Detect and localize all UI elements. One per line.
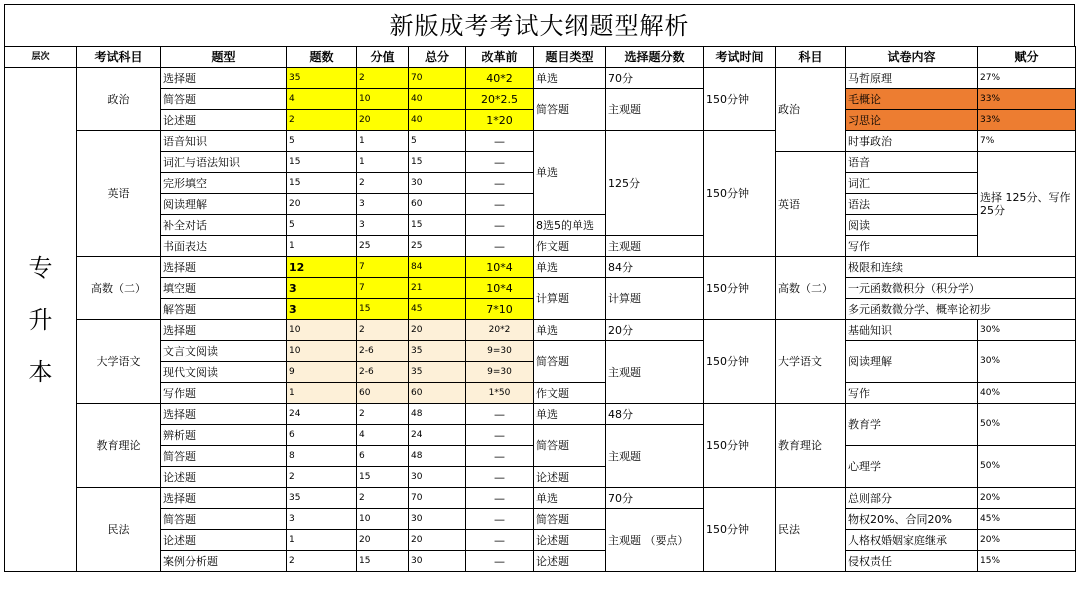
question-type: 选择题: [161, 320, 287, 341]
content-weight: 20%: [978, 488, 1076, 509]
header-cell: 考试时间: [704, 47, 776, 68]
question-total: 70: [409, 488, 466, 509]
question-before: 10*4: [466, 257, 534, 278]
exam-time: 150分钟: [704, 68, 776, 131]
choice-score-cell: 主观题: [606, 236, 704, 257]
question-score: 20: [357, 110, 409, 131]
content-item: 物权20%、合同20%: [846, 509, 978, 530]
question-total: 20: [409, 530, 466, 551]
subject-name-right: 大学语文: [776, 320, 846, 404]
question-type: 简答题: [161, 89, 287, 110]
header-row: [5, 47, 1076, 68]
content-item: 一元函数微积分（积分学）: [846, 278, 1076, 299]
subject-name: 政治: [77, 68, 161, 131]
qtype-cell: 简答题: [534, 509, 606, 530]
question-total: 60: [409, 194, 466, 215]
exam-time: 150分钟: [704, 404, 776, 488]
header-cell: 赋分: [978, 47, 1076, 68]
content-weight: 50%: [978, 404, 1076, 446]
content-item: 侵权责任: [846, 551, 978, 572]
header-cell: 总分: [409, 47, 466, 68]
question-total: 48: [409, 446, 466, 467]
qtype-cell: 单选: [534, 488, 606, 509]
question-total: 20: [409, 320, 466, 341]
question-type: 书面表达: [161, 236, 287, 257]
qtype-cell: 论述题: [534, 467, 606, 488]
content-item: 写作: [846, 236, 978, 257]
question-total: 30: [409, 551, 466, 572]
question-total: 15: [409, 152, 466, 173]
content-weight: 30%: [978, 320, 1076, 341]
question-total: 35: [409, 362, 466, 383]
question-score: 15: [357, 551, 409, 572]
question-before: 9=30: [466, 341, 534, 362]
choice-score-cell: 计算题: [606, 278, 704, 320]
question-total: 21: [409, 278, 466, 299]
question-count: 6: [287, 425, 357, 446]
table-row: [5, 551, 1076, 572]
question-before: —: [466, 194, 534, 215]
content-weight: 33%: [978, 110, 1076, 131]
qtype-cell: 8选5的单选: [534, 215, 606, 236]
question-type: 阅读理解: [161, 194, 287, 215]
header-cell: 题数: [287, 47, 357, 68]
qtype-cell: 单选: [534, 320, 606, 341]
question-total: 5: [409, 131, 466, 152]
question-before: —: [466, 467, 534, 488]
question-total: 25: [409, 236, 466, 257]
qtype-cell: 单选: [534, 68, 606, 89]
question-before: 9=30: [466, 362, 534, 383]
question-total: 48: [409, 404, 466, 425]
table-row: [5, 530, 1076, 551]
question-count: 12: [287, 257, 357, 278]
question-score: 10: [357, 89, 409, 110]
content-item: 基础知识: [846, 320, 978, 341]
question-before: —: [466, 173, 534, 194]
qtype-cell: 单选: [534, 404, 606, 425]
table-row: [5, 488, 1076, 509]
header-cell: 选择题分数: [606, 47, 704, 68]
question-total: 84: [409, 257, 466, 278]
content-weight: 45%: [978, 509, 1076, 530]
level-cell: [5, 68, 77, 572]
question-count: 2: [287, 110, 357, 131]
subject-name: 英语: [77, 131, 161, 257]
content-item: 词汇: [846, 173, 978, 194]
question-before: 20*2: [466, 320, 534, 341]
content-item: 教育学: [846, 404, 978, 446]
question-before: 10*4: [466, 278, 534, 299]
choice-score-cell: 主观题: [606, 89, 704, 131]
choice-score-cell: 20分: [606, 320, 704, 341]
qtype-cell: 单选: [534, 257, 606, 278]
question-count: 1: [287, 383, 357, 404]
choice-score-cell: 70分: [606, 488, 704, 509]
exam-time: 150分钟: [704, 488, 776, 572]
question-type: 填空题: [161, 278, 287, 299]
content-item: 时事政治: [846, 131, 978, 152]
question-score: 6: [357, 446, 409, 467]
question-before: —: [466, 404, 534, 425]
choice-score-cell: 70分: [606, 68, 704, 89]
qtype-cell: 单选: [534, 131, 606, 215]
syllabus-table: [4, 46, 1076, 572]
question-total: 40: [409, 110, 466, 131]
question-type: 现代文阅读: [161, 362, 287, 383]
question-total: 45: [409, 299, 466, 320]
question-type: 论述题: [161, 110, 287, 131]
question-count: 1: [287, 236, 357, 257]
question-type: 写作题: [161, 383, 287, 404]
table-row: [5, 131, 1076, 152]
exam-time: 150分钟: [704, 257, 776, 320]
table-row: [5, 278, 1076, 299]
header-cell: 试卷内容: [846, 47, 978, 68]
question-type: 简答题: [161, 446, 287, 467]
content-item: 语音: [846, 152, 978, 173]
question-score: 1: [357, 152, 409, 173]
question-count: 3: [287, 509, 357, 530]
choice-score-cell: 主观题: [606, 425, 704, 488]
content-item: 写作: [846, 383, 978, 404]
table-row: [5, 404, 1076, 425]
content-item: 心理学: [846, 446, 978, 488]
subject-name-right: 高数（二）: [776, 257, 846, 320]
question-type: 词汇与语法知识: [161, 152, 287, 173]
question-count: 2: [287, 467, 357, 488]
content-weight: 30%: [978, 341, 1076, 383]
question-count: 24: [287, 404, 357, 425]
subject-name-right: 教育理论: [776, 404, 846, 488]
question-count: 15: [287, 152, 357, 173]
content-item: 阅读: [846, 215, 978, 236]
question-before: 7*10: [466, 299, 534, 320]
table-row: [5, 509, 1076, 530]
question-before: —: [466, 215, 534, 236]
table-row: [5, 236, 1076, 257]
content-weight: 20%: [978, 530, 1076, 551]
question-before: 1*20: [466, 110, 534, 131]
table-row: [5, 215, 1076, 236]
question-count: 1: [287, 530, 357, 551]
question-before: —: [466, 530, 534, 551]
qtype-cell: 论述题: [534, 530, 606, 551]
question-type: 论述题: [161, 467, 287, 488]
exam-time: 150分钟: [704, 131, 776, 257]
question-before: —: [466, 488, 534, 509]
question-before: —: [466, 236, 534, 257]
question-score: 2: [357, 404, 409, 425]
question-before: —: [466, 509, 534, 530]
question-total: 30: [409, 173, 466, 194]
choice-score-cell: 84分: [606, 257, 704, 278]
question-score: 25: [357, 236, 409, 257]
question-before: —: [466, 131, 534, 152]
content-item: 习思论: [846, 110, 978, 131]
question-score: 2-6: [357, 362, 409, 383]
question-type: 补全对话: [161, 215, 287, 236]
header-cell: 改革前: [466, 47, 534, 68]
question-score: 15: [357, 467, 409, 488]
question-total: 30: [409, 467, 466, 488]
question-count: 9: [287, 362, 357, 383]
question-before: —: [466, 152, 534, 173]
question-count: 10: [287, 341, 357, 362]
question-type: 选择题: [161, 257, 287, 278]
question-total: 15: [409, 215, 466, 236]
question-count: 15: [287, 173, 357, 194]
qtype-cell: 论述题: [534, 551, 606, 572]
question-score: 20: [357, 530, 409, 551]
question-score: 3: [357, 215, 409, 236]
level-char: 本: [28, 357, 53, 386]
question-score: 1: [357, 131, 409, 152]
content-weight: 50%: [978, 446, 1076, 488]
question-score: 2-6: [357, 341, 409, 362]
content-item: 语法: [846, 194, 978, 215]
choice-score-cell: 48分: [606, 404, 704, 425]
table-row: [5, 257, 1076, 278]
question-type: 简答题: [161, 509, 287, 530]
question-total: 35: [409, 341, 466, 362]
question-type: 完形填空: [161, 173, 287, 194]
question-score: 2: [357, 68, 409, 89]
content-item: 阅读理解: [846, 341, 978, 383]
choice-score-cell: 125分: [606, 131, 704, 236]
table-row: [5, 89, 1076, 110]
header-cell: 分值: [357, 47, 409, 68]
content-weight: 27%: [978, 68, 1076, 89]
content-weight: 15%: [978, 551, 1076, 572]
question-score: 10: [357, 509, 409, 530]
content-weight: 33%: [978, 89, 1076, 110]
question-score: 4: [357, 425, 409, 446]
choice-score-cell: 主观题 （要点）: [606, 509, 704, 572]
table-row: [5, 320, 1076, 341]
subject-name: 民法: [77, 488, 161, 572]
content-weight: 7%: [978, 131, 1076, 152]
question-before: 20*2.5: [466, 89, 534, 110]
question-count: 2: [287, 551, 357, 572]
question-count: 3: [287, 278, 357, 299]
level-char: 升: [28, 305, 53, 334]
question-score: 15: [357, 299, 409, 320]
question-score: 2: [357, 488, 409, 509]
question-before: —: [466, 446, 534, 467]
question-type: 选择题: [161, 488, 287, 509]
subject-name: 大学语文: [77, 320, 161, 404]
question-total: 70: [409, 68, 466, 89]
question-score: 3: [357, 194, 409, 215]
question-type: 文言文阅读: [161, 341, 287, 362]
question-count: 4: [287, 89, 357, 110]
table-row: [5, 68, 1076, 89]
header-cell: 题目类型: [534, 47, 606, 68]
question-count: 5: [287, 215, 357, 236]
exam-time: 150分钟: [704, 320, 776, 404]
question-before: —: [466, 551, 534, 572]
content-item: 极限和连续: [846, 257, 1076, 278]
question-type: 选择题: [161, 404, 287, 425]
content-item: 总则部分: [846, 488, 978, 509]
question-type: 语音知识: [161, 131, 287, 152]
qtype-cell: 作文题: [534, 236, 606, 257]
qtype-cell: 简答题: [534, 425, 606, 467]
question-count: 5: [287, 131, 357, 152]
question-before: —: [466, 425, 534, 446]
question-type: 选择题: [161, 68, 287, 89]
question-score: 60: [357, 383, 409, 404]
subject-name-right: 英语: [776, 152, 846, 257]
qtype-cell: 计算题: [534, 278, 606, 320]
question-score: 7: [357, 278, 409, 299]
header-cell: 题型: [161, 47, 287, 68]
question-count: 10: [287, 320, 357, 341]
header-cell: 层次: [5, 47, 77, 68]
question-count: 3: [287, 299, 357, 320]
content-item: 多元函数微分学、概率论初步: [846, 299, 1076, 320]
question-count: 20: [287, 194, 357, 215]
qtype-cell: 简答题: [534, 341, 606, 383]
question-type: 解答题: [161, 299, 287, 320]
question-count: 35: [287, 68, 357, 89]
qtype-cell: 作文题: [534, 383, 606, 404]
header-cell: 科目: [776, 47, 846, 68]
question-total: 24: [409, 425, 466, 446]
content-item: 马哲原理: [846, 68, 978, 89]
content-item: 毛概论: [846, 89, 978, 110]
question-total: 30: [409, 509, 466, 530]
question-count: 35: [287, 488, 357, 509]
header-cell: 考试科目: [77, 47, 161, 68]
question-before: 40*2: [466, 68, 534, 89]
qtype-cell: 简答题: [534, 89, 606, 131]
exam-syllabus-sheet: [4, 4, 1075, 582]
content-item: 人格权婚姻家庭继承: [846, 530, 978, 551]
level-char: 专: [28, 253, 53, 282]
content-weight: 40%: [978, 383, 1076, 404]
question-count: 8: [287, 446, 357, 467]
question-total: 60: [409, 383, 466, 404]
question-total: 40: [409, 89, 466, 110]
question-score: 2: [357, 173, 409, 194]
choice-score-cell: 主观题: [606, 341, 704, 404]
question-type: 案例分析题: [161, 551, 287, 572]
subject-name: 教育理论: [77, 404, 161, 488]
question-score: 2: [357, 320, 409, 341]
question-type: 论述题: [161, 530, 287, 551]
subject-name: 高数（二）: [77, 257, 161, 320]
subject-name-right: 民法: [776, 488, 846, 572]
question-before: 1*50: [466, 383, 534, 404]
page-title: 新版成考考试大纲题型解析: [4, 4, 1075, 46]
question-score: 7: [357, 257, 409, 278]
table-row: [5, 383, 1076, 404]
question-type: 辨析题: [161, 425, 287, 446]
subject-name-right: 政治: [776, 68, 846, 152]
content-weight: 选择 125分、写作25分: [978, 152, 1076, 257]
table-row: [5, 341, 1076, 362]
